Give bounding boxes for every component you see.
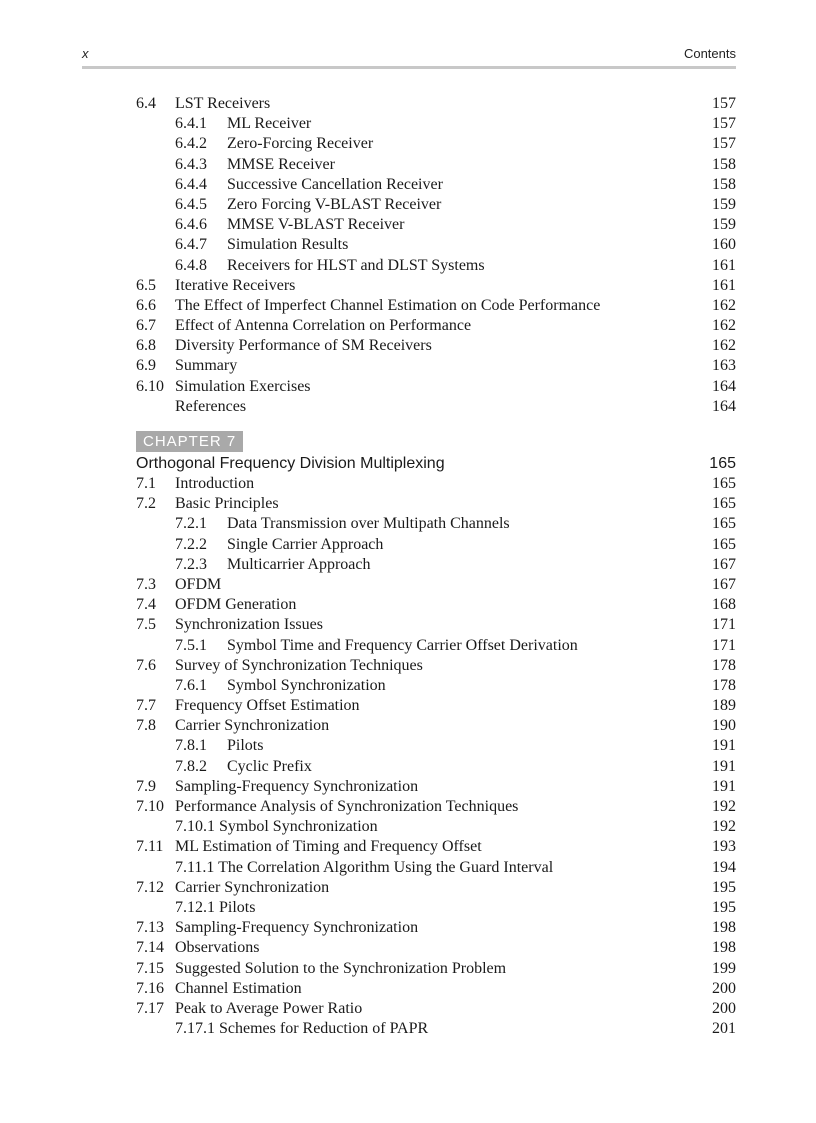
toc-entry[interactable] [136, 276, 736, 296]
table-of-contents [136, 94, 736, 1039]
toc-entry-page: 161 [712, 276, 736, 294]
toc-entry-page: 195 [712, 898, 736, 916]
toc-entry-number: 6.4.7 [175, 236, 207, 254]
toc-entry-number: 7.2.2 [175, 535, 207, 553]
toc-entry[interactable] [136, 575, 736, 595]
toc-entry[interactable] [136, 595, 736, 615]
toc-entry-number: 6.4.6 [175, 216, 207, 234]
toc-entry-page: 164 [712, 377, 736, 395]
toc-entry-page: 189 [712, 697, 736, 715]
toc-entry-number: 6.4.5 [175, 195, 207, 213]
toc-entry[interactable] [136, 858, 736, 878]
toc-entry-number: 7.12 [136, 878, 164, 896]
toc-entry-title: MMSE V-BLAST Receiver [227, 216, 405, 234]
toc-entry-title: 7.10.1 Symbol Synchronization [175, 818, 378, 836]
toc-entry-page: 191 [712, 737, 736, 755]
toc-entry-page: 165 [712, 495, 736, 513]
toc-entry-number: 7.10 [136, 798, 164, 815]
toc-entry-number: 7.6.1 [175, 676, 207, 694]
toc-entry-page: 164 [712, 397, 736, 415]
toc-entry-title: Basic Principles [175, 495, 279, 513]
toc-entry-title: Channel Estimation [175, 979, 302, 997]
toc-entry-page: 178 [712, 676, 736, 694]
toc-entry[interactable] [136, 256, 736, 276]
toc-entry-page: 157 [712, 135, 736, 153]
toc-entry-number: 7.17 [136, 999, 164, 1017]
toc-entry-title: MMSE Receiver [227, 155, 335, 173]
toc-entry[interactable] [136, 215, 736, 235]
toc-entry-number: 7.9 [136, 777, 156, 795]
toc-entry[interactable] [136, 736, 736, 756]
toc-entry-number: 6.6 [136, 296, 156, 314]
toc-entry[interactable] [136, 716, 736, 736]
toc-entry[interactable] [136, 757, 736, 777]
toc-entry-title: Observations [175, 939, 260, 957]
toc-entry-title: OFDM [175, 575, 222, 593]
toc-entry-page: 192 [712, 818, 736, 836]
toc-entry-title: ML Receiver [227, 115, 312, 133]
toc-entry-number: 7.1 [136, 475, 156, 492]
toc-entry-title: Peak to Average Power Ratio [175, 999, 363, 1017]
toc-entry-number: 7.11 [136, 838, 164, 856]
toc-entry-number: 7.4 [136, 596, 156, 614]
toc-entry-page: 200 [712, 979, 736, 997]
chapter-badge-label: CHAPTER 7 [136, 431, 243, 452]
toc-entry-title: Summary [175, 357, 238, 375]
toc-entry-title: Simulation Exercises [175, 377, 311, 395]
toc-entry-title: Carrier Synchronization [175, 717, 330, 735]
toc-entry[interactable] [136, 797, 736, 817]
toc-entry[interactable] [136, 175, 736, 195]
toc-entry-number: 7.2.3 [175, 555, 207, 573]
toc-chapter-7-entries [136, 474, 736, 1039]
toc-entry-page: 168 [712, 596, 736, 614]
toc-entry-title: 7.17.1 Schemes for Reduction of PAPR [175, 1020, 429, 1038]
toc-entry-page: 161 [712, 256, 736, 274]
chapter-page: 165 [709, 455, 736, 472]
toc-entry-title: Zero-Forcing Receiver [227, 135, 374, 153]
toc-entry[interactable] [136, 837, 736, 857]
toc-entry-page: 178 [712, 656, 736, 674]
toc-entry-number: 6.4.4 [175, 175, 207, 193]
toc-entry[interactable] [136, 134, 736, 154]
toc-entry[interactable] [136, 878, 736, 898]
toc-entry-page: 165 [712, 515, 736, 533]
toc-entry-page: 192 [712, 798, 736, 815]
toc-entry[interactable] [136, 94, 736, 114]
toc-entry-title: The Effect of Imperfect Channel Estimation on Code Performance [175, 296, 601, 314]
toc-entry-title: Receivers for HLST and DLST Systems [227, 256, 485, 274]
toc-entry[interactable] [136, 1019, 736, 1039]
toc-entry-page: 195 [712, 878, 736, 896]
running-head [82, 44, 736, 69]
toc-entry-number: 7.2 [136, 495, 156, 513]
toc-entry-title: Pilots [227, 737, 264, 755]
toc-entry-title: Introduction [175, 475, 255, 492]
toc-entry[interactable] [136, 336, 736, 356]
toc-entry-title: Frequency Offset Estimation [175, 697, 360, 715]
toc-entry-number: 7.8 [136, 717, 156, 735]
toc-entry-title: ML Estimation of Timing and Frequency Offset [175, 838, 482, 856]
toc-entry-title: Symbol Time and Frequency Carrier Offset Derivation [227, 636, 578, 654]
toc-entry-number: 6.5 [136, 276, 156, 294]
toc-entry[interactable] [136, 918, 736, 938]
toc-entry-title: Sampling-Frequency Synchronization [175, 919, 419, 937]
toc-entry-page: 165 [712, 475, 736, 492]
toc-entry[interactable] [136, 999, 736, 1019]
toc-entry-page: 191 [712, 757, 736, 775]
toc-entry-page: 158 [712, 175, 736, 193]
toc-entry[interactable] [136, 938, 736, 958]
toc-entry[interactable] [136, 377, 736, 397]
running-head-section: Contents [683, 46, 736, 61]
toc-entry-page: 190 [712, 717, 736, 735]
toc-entry-page: 165 [712, 535, 736, 553]
toc-entry[interactable] [136, 195, 736, 215]
toc-entry-title: Data Transmission over Multipath Channels [227, 515, 510, 533]
toc-entry-title: Zero Forcing V-BLAST Receiver [227, 195, 442, 213]
toc-entry-title: 7.11.1 The Correlation Algorithm Using the Guard Interval [175, 858, 554, 876]
toc-entry-number: 7.8.2 [175, 757, 207, 775]
toc-entry[interactable] [136, 636, 736, 656]
chapter-badge [136, 431, 736, 452]
toc-entry-page: 159 [712, 216, 736, 234]
toc-entry[interactable] [136, 235, 736, 255]
toc-entry[interactable] [136, 316, 736, 336]
toc-entry-title: Multicarrier Approach [227, 555, 371, 573]
toc-entry-title: Synchronization Issues [175, 616, 323, 634]
toc-entry-page: 160 [712, 236, 736, 254]
toc-entry-number: 6.4.8 [175, 256, 207, 274]
toc-entry-page: 157 [712, 115, 736, 133]
toc-entry[interactable] [136, 114, 736, 134]
toc-entry[interactable] [136, 615, 736, 635]
toc-entry-page: 158 [712, 155, 736, 173]
toc-entry[interactable] [136, 155, 736, 175]
toc-entry-title: Effect of Antenna Correlation on Performance [175, 317, 472, 335]
toc-entry-title: Cyclic Prefix [227, 757, 312, 775]
toc-entry-page: 199 [712, 959, 736, 977]
toc-entry-title: 7.12.1 Pilots [175, 898, 256, 916]
toc-entry-title: Iterative Receivers [175, 276, 296, 294]
toc-entry-page: 200 [712, 999, 736, 1017]
toc-entry-title: OFDM Generation [175, 596, 297, 614]
toc-entry-page: 171 [712, 616, 736, 634]
toc-entry[interactable] [136, 696, 736, 716]
toc-entry-number: 7.5 [136, 616, 156, 634]
toc-entry-title: Simulation Results [227, 236, 349, 254]
toc-entry-title: Single Carrier Approach [227, 535, 384, 553]
toc-entry-title: Performance Analysis of Synchronization Techniques [175, 798, 519, 815]
toc-entry-title: Successive Cancellation Receiver [227, 175, 443, 193]
toc-entry-page: 171 [712, 636, 736, 654]
toc-entry-number: 6.4.3 [175, 155, 207, 173]
toc-entry-page: 162 [712, 337, 736, 355]
toc-entry[interactable] [136, 777, 736, 797]
toc-entry-page: 191 [712, 777, 736, 795]
toc-entry-page: 167 [712, 555, 736, 573]
toc-entry[interactable] [136, 817, 736, 837]
toc-entry-number: 7.6 [136, 656, 156, 674]
toc-entry-page: 162 [712, 296, 736, 314]
toc-entry-number: 7.16 [136, 979, 164, 997]
toc-entry-page: 157 [712, 95, 736, 112]
toc-entry[interactable] [136, 514, 736, 534]
chapter-title-row[interactable] [136, 453, 736, 474]
toc-entry[interactable] [136, 535, 736, 555]
chapter-title: Orthogonal Frequency Division Multiplexing [136, 455, 445, 472]
toc-entry-title: Diversity Performance of SM Receivers [175, 337, 432, 355]
toc-entry-number: 6.8 [136, 337, 156, 355]
toc-entry[interactable] [136, 296, 736, 316]
toc-entry-number: 6.4.1 [175, 115, 207, 133]
toc-entry[interactable] [136, 656, 736, 676]
toc-entry-title: Suggested Solution to the Synchronization Problem [175, 959, 507, 977]
page-folio: x [82, 46, 89, 61]
toc-entry[interactable] [136, 397, 736, 417]
toc-entry[interactable] [136, 676, 736, 696]
toc-entry-title: Sampling-Frequency Synchronization [175, 777, 419, 795]
toc-entry-number: 6.10 [136, 377, 164, 395]
toc-entry-number: 7.13 [136, 919, 164, 937]
toc-entry-number: 7.7 [136, 697, 156, 715]
toc-entry-title: LST Receivers [175, 95, 271, 112]
toc-entry[interactable] [136, 356, 736, 376]
toc-entry-page: 159 [712, 195, 736, 213]
toc-entry[interactable] [136, 555, 736, 575]
toc-entry-title: Carrier Synchronization [175, 878, 330, 896]
toc-entry-page: 198 [712, 919, 736, 937]
toc-entry-number: 6.9 [136, 357, 156, 375]
toc-entry-title: References [175, 397, 247, 415]
toc-entry[interactable] [136, 898, 736, 918]
toc-entry-page: 167 [712, 575, 736, 593]
toc-entry-page: 162 [712, 317, 736, 335]
toc-entry-number: 6.4.2 [175, 135, 207, 153]
toc-entry[interactable] [136, 979, 736, 999]
toc-entry-title: Survey of Synchronization Techniques [175, 656, 423, 674]
toc-entry-page: 201 [712, 1020, 736, 1038]
toc-entry-page: 193 [712, 838, 736, 856]
toc-entry-page: 194 [712, 858, 736, 876]
toc-entry-number: 7.14 [136, 939, 164, 957]
toc-entry-number: 7.5.1 [175, 636, 207, 654]
toc-entry[interactable] [136, 494, 736, 514]
toc-entry-number: 6.4 [136, 95, 156, 112]
toc-entry-page: 163 [712, 357, 736, 375]
toc-entry-number: 7.2.1 [175, 515, 207, 533]
toc-entry[interactable] [136, 959, 736, 979]
toc-entry-number: 6.7 [136, 317, 156, 335]
toc-entry-number: 7.15 [136, 959, 164, 977]
toc-entry[interactable] [136, 474, 736, 494]
toc-chapter-6-entries [136, 94, 736, 417]
toc-entry-title: Symbol Synchronization [227, 676, 386, 694]
toc-entry-page: 198 [712, 939, 736, 957]
toc-entry-number: 7.3 [136, 575, 156, 593]
toc-entry-number: 7.8.1 [175, 737, 207, 755]
